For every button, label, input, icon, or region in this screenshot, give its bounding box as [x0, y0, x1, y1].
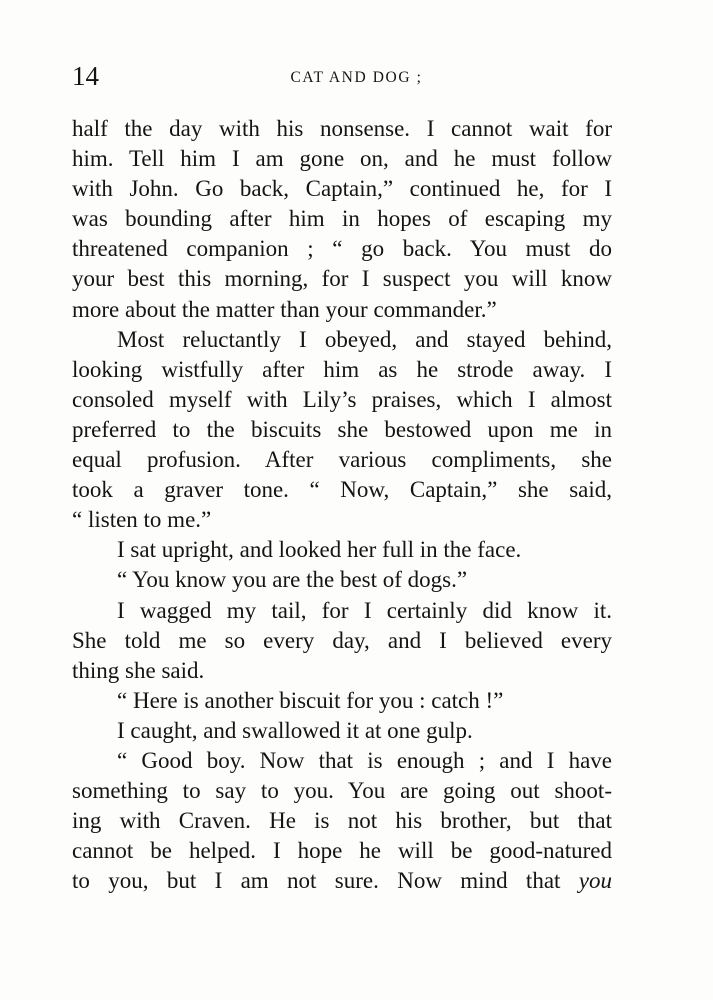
text-line: your best this morning, for I suspect you will know — [72, 266, 612, 292]
text-line: “ Here is another biscuit for you : catch !” — [117, 687, 504, 713]
text-line: him. Tell him I am gone on, and he must follow — [72, 146, 612, 172]
text-line: was bounding after him in hopes of escaping my — [72, 206, 612, 232]
text-line: thing she said. — [72, 657, 205, 683]
text-line: with John. Go back, Captain,” continued he, for I — [72, 176, 612, 202]
text-line: equal profusion. After various compliments, she — [72, 447, 612, 473]
text-line: preferred to the biscuits she bestowed upon me in — [72, 416, 612, 442]
text-line: more about the matter than your commander.” — [72, 296, 497, 322]
text-line: “ listen to me.” — [72, 507, 212, 533]
text-line: ing with Craven. He is not his brother, but that — [72, 808, 612, 834]
page-number: 14 — [72, 61, 99, 91]
body-text — [72, 114, 612, 896]
text-line: Most reluctantly I obeyed, and stayed behind, — [117, 326, 612, 352]
text-line: I wagged my tail, for I certainly did know it. — [117, 597, 612, 623]
text-line: half the day with his nonsense. I cannot wait for — [72, 116, 612, 141]
text-line: cannot be helped. I hope he will be good-natured — [72, 838, 612, 864]
text-line: consoled myself with Lily’s praises, which I almost — [72, 386, 612, 412]
italic-word: you — [578, 868, 612, 894]
text-line: threatened companion ; “ go back. You must do — [72, 236, 612, 262]
text-line — [72, 866, 612, 896]
text-line: looking wistfully after him as he strode away. I — [72, 356, 612, 382]
text-line: “ Good boy. Now that is enough ; and I have — [117, 747, 612, 773]
text-line: I sat upright, and looked her full in the face. — [117, 537, 522, 563]
text-line: She told me so every day, and I believed every — [72, 627, 612, 653]
text-line: took a graver tone. “ Now, Captain,” she said, — [72, 477, 612, 503]
text-line-content: to you, but I am not sure. Now mind that — [72, 868, 561, 894]
running-title: CAT AND DOG ; — [290, 69, 423, 86]
text-line: “ You know you are the best of dogs.” — [117, 567, 468, 593]
text-line: I caught, and swallowed it at one gulp. — [117, 717, 473, 743]
text-line: something to say to you. You are going out shoot- — [72, 778, 612, 804]
